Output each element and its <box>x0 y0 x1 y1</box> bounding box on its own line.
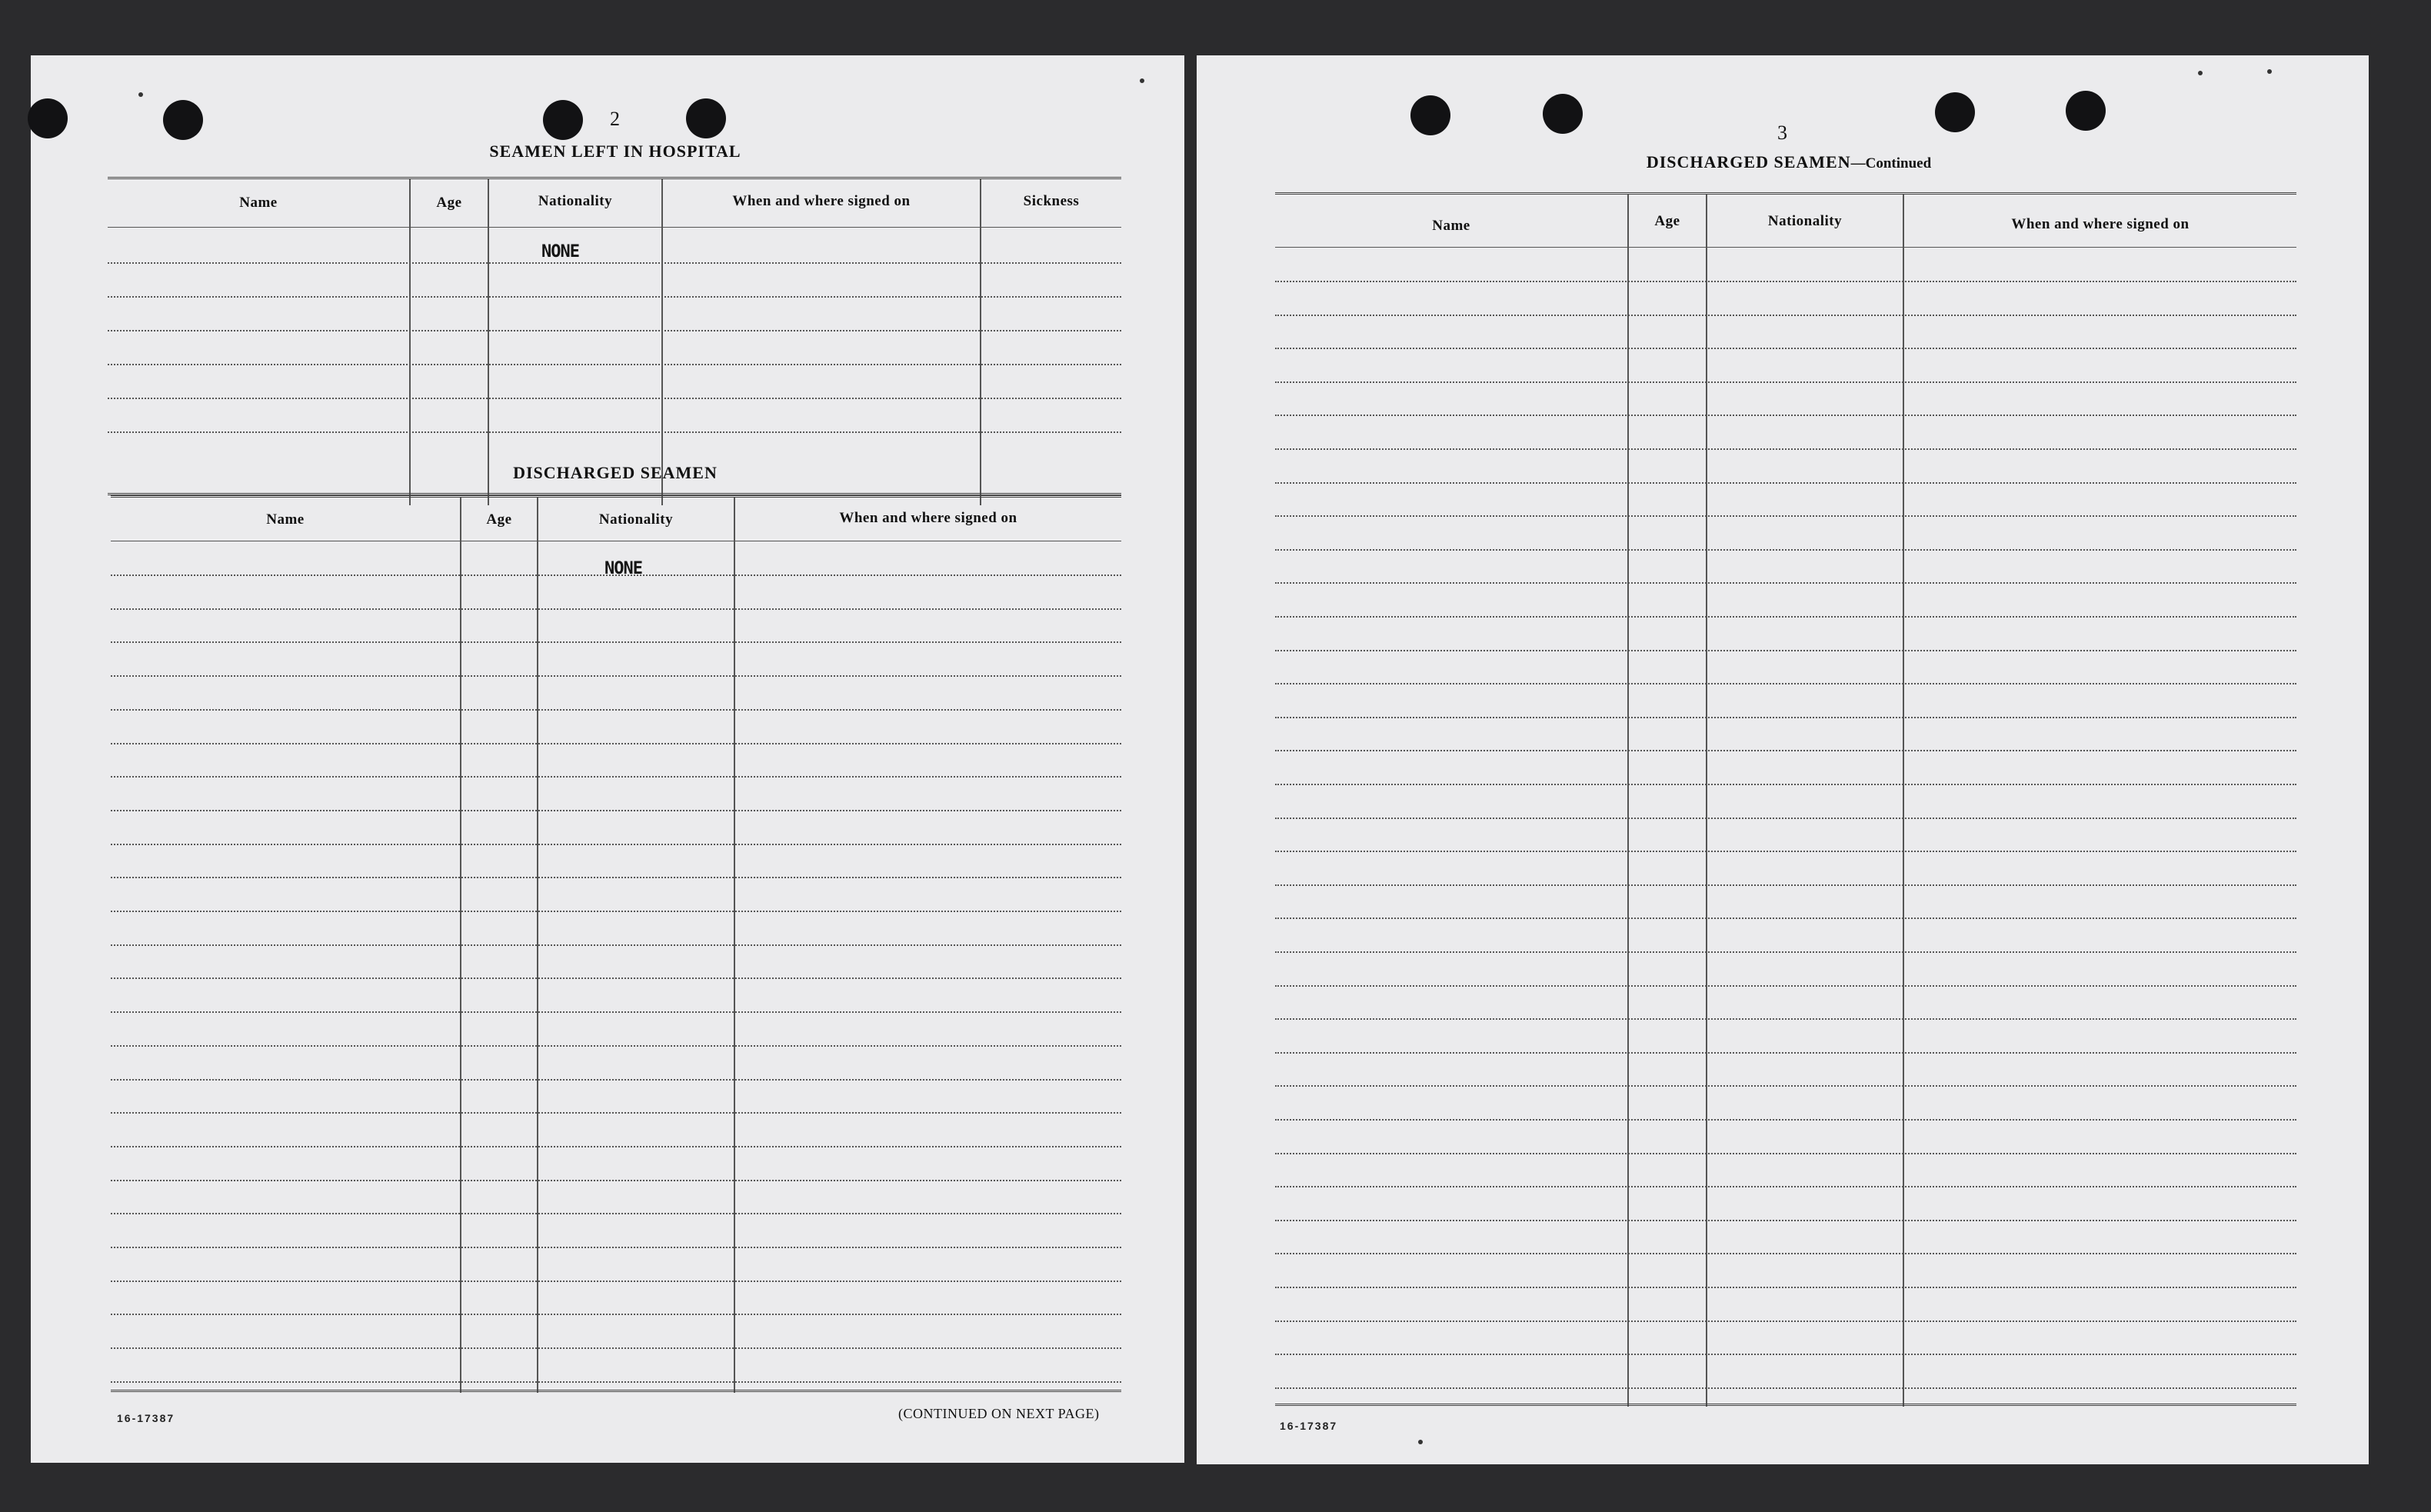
table-row <box>1275 1153 2296 1154</box>
table-row <box>111 1381 1121 1383</box>
col-header-when-where: When and where signed on <box>839 510 1017 526</box>
table-row <box>1275 381 2296 383</box>
table-row <box>1275 549 2296 551</box>
col-header-nationality: Nationality <box>538 193 613 209</box>
speck <box>138 92 143 97</box>
column-rule <box>980 179 981 505</box>
table-row <box>111 1045 1121 1047</box>
table-row <box>1275 951 2296 953</box>
table-row <box>111 1247 1121 1248</box>
continued-note: (CONTINUED ON NEXT PAGE) <box>898 1406 1100 1421</box>
col-header-when-where: When and where signed on <box>2011 216 2190 232</box>
col-header-age: Age <box>1654 213 1680 229</box>
table-row <box>111 1146 1121 1147</box>
left-page <box>31 55 1184 1463</box>
table-row <box>111 944 1121 946</box>
form-number: 16-17387 <box>117 1412 175 1424</box>
section-title-suffix: —Continued <box>1850 155 1932 172</box>
table-row <box>1275 884 2296 886</box>
table-row <box>1275 851 2296 852</box>
table-row <box>111 709 1121 711</box>
col-header-nationality: Nationality <box>1767 213 1843 229</box>
table-row <box>111 877 1121 878</box>
col-header-name: Name <box>1432 218 1470 234</box>
column-rule <box>1706 195 1707 1407</box>
binder-hole <box>1543 94 1583 134</box>
table-row <box>1275 1186 2296 1187</box>
table-row <box>1275 315 2296 316</box>
table-row <box>108 262 1121 264</box>
none-stamp: NONE <box>604 559 642 578</box>
table-row <box>108 330 1121 331</box>
table-row <box>1275 616 2296 618</box>
table-row <box>111 1180 1121 1181</box>
table-row <box>1275 515 2296 517</box>
table-row <box>111 1011 1121 1013</box>
table-bottom-rule <box>1275 1404 2296 1406</box>
table-row <box>111 608 1121 610</box>
discharged-table <box>111 495 1121 1402</box>
table-row <box>1275 1321 2296 1322</box>
table-row <box>1275 1085 2296 1087</box>
right-page <box>1197 55 2369 1464</box>
table-row <box>111 1281 1121 1282</box>
col-header-name: Name <box>239 195 278 211</box>
table-row <box>111 743 1121 744</box>
table-row <box>1275 683 2296 684</box>
table-bottom-rule <box>111 1390 1121 1392</box>
table-row <box>111 1314 1121 1315</box>
table-row <box>111 844 1121 845</box>
table-row <box>111 1213 1121 1214</box>
table-row <box>108 364 1121 365</box>
table-row <box>1275 281 2296 282</box>
table-row <box>1275 985 2296 987</box>
speck <box>2267 69 2272 74</box>
col-header-name: Name <box>266 511 305 528</box>
binder-hole <box>1935 92 1975 132</box>
col-header-nationality: Nationality <box>598 511 674 528</box>
section-title-discharged: DISCHARGED SEAMEN <box>513 463 718 482</box>
col-header-age: Age <box>486 511 512 528</box>
col-header-when-where: When and where signed on <box>732 193 911 209</box>
table-row <box>108 296 1121 298</box>
binder-hole <box>2066 91 2106 131</box>
table-row <box>1275 818 2296 819</box>
table-row <box>108 431 1121 433</box>
table-row <box>1275 650 2296 651</box>
speck <box>1140 78 1144 83</box>
table-row <box>1275 482 2296 484</box>
page-number: 3 <box>1777 122 1788 144</box>
table-row <box>1275 1119 2296 1121</box>
table-row <box>1275 1018 2296 1020</box>
table-row <box>111 977 1121 979</box>
speck <box>2198 71 2203 75</box>
col-header-sickness: Sickness <box>1023 193 1080 209</box>
section-title-main: DISCHARGED SEAMEN <box>1646 152 1851 172</box>
table-row <box>1275 448 2296 450</box>
table-row <box>111 641 1121 643</box>
table-row <box>111 911 1121 912</box>
table-row <box>1275 1052 2296 1054</box>
page-number: 2 <box>610 108 621 130</box>
table-row <box>1275 1387 2296 1389</box>
table-row <box>1275 1287 2296 1288</box>
section-title-discharged-continued <box>1550 152 2027 172</box>
binder-hole <box>28 98 68 138</box>
speck <box>1418 1440 1423 1444</box>
column-rule <box>488 179 489 505</box>
table-row <box>1275 415 2296 416</box>
binder-hole <box>686 98 726 138</box>
column-rule <box>1903 195 1904 1407</box>
table-row <box>1275 1354 2296 1355</box>
form-number: 16-17387 <box>1280 1420 1338 1432</box>
column-rule <box>1627 195 1629 1407</box>
table-row <box>111 776 1121 778</box>
table-row <box>1275 582 2296 584</box>
column-rule <box>661 179 663 505</box>
table-row <box>1275 750 2296 751</box>
table-row <box>1275 918 2296 919</box>
hospital-table <box>108 177 1121 505</box>
discharged-continued-table <box>1275 192 2296 1414</box>
column-rule <box>409 179 411 505</box>
table-row <box>111 675 1121 677</box>
table-row <box>1275 348 2296 349</box>
col-header-age: Age <box>436 195 462 211</box>
table-row <box>111 1347 1121 1349</box>
none-stamp: NONE <box>541 242 579 261</box>
table-row <box>1275 784 2296 785</box>
table-row <box>108 398 1121 399</box>
table-row <box>111 1112 1121 1114</box>
table-row <box>1275 1220 2296 1221</box>
binder-hole <box>1410 95 1450 135</box>
table-row <box>111 1079 1121 1081</box>
table-row <box>1275 717 2296 718</box>
table-row <box>1275 1253 2296 1254</box>
section-title-hospital: SEAMEN LEFT IN HOSPITAL <box>489 142 741 161</box>
table-row <box>111 810 1121 811</box>
binder-hole <box>163 100 203 140</box>
